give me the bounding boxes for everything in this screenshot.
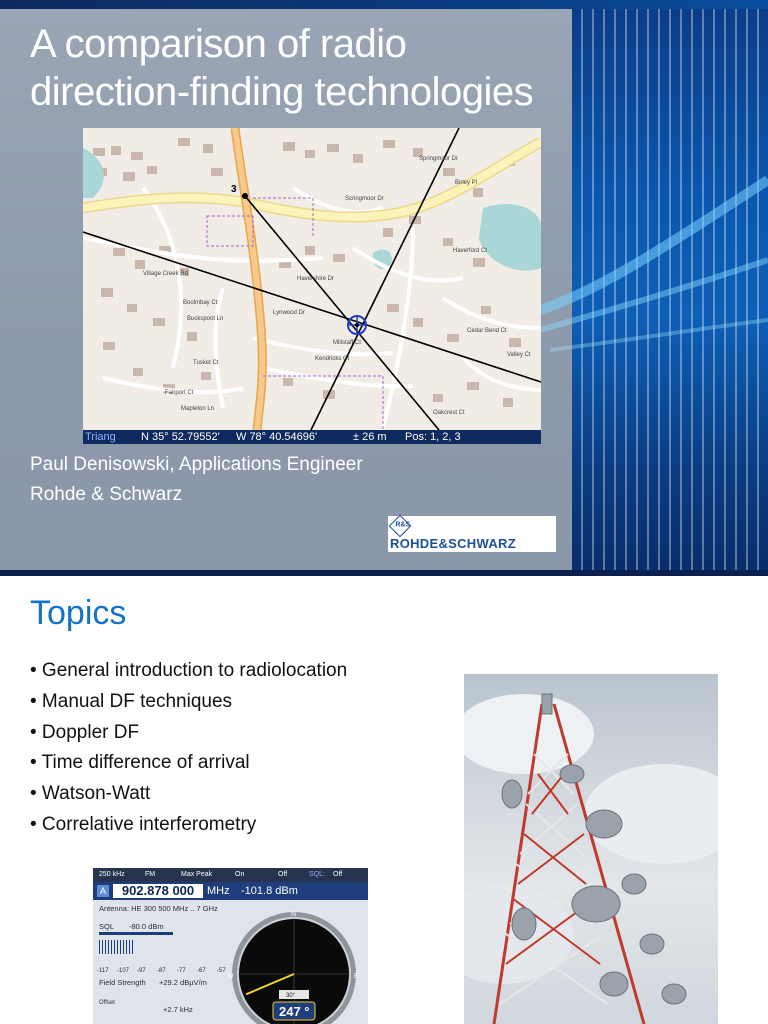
channel-badge: A (97, 885, 109, 897)
logo-mark-icon: R&S (389, 515, 412, 538)
status-mode: Triang (85, 431, 116, 443)
triangulation-map (83, 128, 541, 444)
bearing-readout: 247 ° (279, 1004, 310, 1019)
menu-off: Off (278, 871, 288, 878)
svg-text:Scringmoor Dr: Scringmoor Dr (345, 196, 384, 202)
level-meter (99, 940, 229, 962)
field-strength-label: Field Strength (99, 978, 146, 987)
svg-text:Mapleton Ln: Mapleton Ln (181, 406, 215, 412)
compass-east-label: E (354, 973, 359, 980)
menu-demod: FM (145, 871, 156, 878)
topic-item: • General introduction to radiolocation (30, 660, 348, 681)
menu-sql-label: SQL: (309, 871, 325, 878)
logo-wordmark: ROHDE&SCHWARZ (390, 536, 516, 551)
svg-text:Kendricks Ct: Kendricks Ct (315, 356, 350, 362)
sql-value: -80.0 dBm (129, 922, 164, 931)
svg-text:Boolmbay Ct: Boolmbay Ct (183, 300, 218, 306)
status-accuracy: ± 26 m (353, 431, 387, 443)
title-line-1: A comparison of radio (30, 22, 407, 66)
decorative-light-wave (540, 140, 768, 400)
status-longitude: W 78° 40.54696' (236, 431, 318, 443)
df-receiver-screen: 250 kHz FM Max Peak On Off SQL: Off A 902.878 000 MHz -101.8 dBm Antenna: HE 300 500 MHz .. 7 GHz SQL -80.0 dBm -117 -107 -97 -87 -77 -67 -57 Field Strength +29.2 dBµV/m Offset +2.7 kHz N W E 30° 247 ° (93, 868, 368, 1024)
svg-text:Buckspoot Ln: Buckspoot Ln (187, 316, 224, 322)
svg-text:Havershire Dr: Havershire Dr (297, 276, 335, 282)
svg-text:Springmoor Dr: Springmoor Dr (419, 156, 459, 162)
svg-text:Millstaff Ct: Millstaff Ct (333, 340, 361, 346)
svg-text:Valley Ct: Valley Ct (507, 352, 531, 358)
company: Rohde & Schwarz (30, 484, 183, 505)
svg-text:Birley Pl: Birley Pl (455, 180, 478, 186)
map-status-bar (83, 430, 541, 444)
tower-graphic (464, 674, 718, 1024)
topics-heading: Topics (30, 594, 127, 632)
svg-text:Fairport Ct: Fairport Ct (165, 390, 194, 396)
svg-text:Village Creek Rd: Village Creek Rd (143, 271, 188, 277)
topic-item: • Time difference of arrival (30, 752, 250, 774)
menu-bandwidth: 250 kHz (99, 871, 125, 878)
status-latitude: N 35° 52.79552' (141, 431, 220, 443)
svg-text:Haverford Ct: Haverford Ct (453, 248, 488, 254)
slide-title (30, 20, 570, 116)
topics-list (30, 656, 347, 841)
sql-bar (99, 932, 173, 935)
station-label: 3 (231, 184, 237, 195)
offset-value: +2.7 kHz (163, 1005, 193, 1014)
svg-text:Lynwood Dr: Lynwood Dr (273, 310, 305, 316)
station-3-marker (242, 193, 248, 199)
df-quality: 30° (286, 993, 296, 999)
frequency-readout: 902.878 000 (113, 884, 203, 898)
compass-west-label: W (227, 973, 234, 980)
antenna-tower-photo (464, 674, 718, 1024)
sql-label: SQL (99, 922, 115, 931)
topic-item: • Correlative interferometry (30, 813, 257, 835)
df-compass (227, 908, 361, 1024)
title-line-2: direction-finding technologies (30, 70, 534, 114)
topic-item: • Manual DF techniques (30, 690, 233, 712)
topic-item: • Doppler DF (30, 721, 140, 743)
topics-slide (0, 576, 768, 1024)
top-bar (0, 0, 768, 9)
signal-level: -101.8 dBm (241, 885, 298, 897)
svg-text:Oakcrest Ct: Oakcrest Ct (433, 410, 465, 416)
map-graphic (83, 128, 541, 430)
menu-detector: Max Peak (181, 871, 213, 878)
svg-text:Tusket Ct: Tusket Ct (193, 360, 219, 366)
menu-on: On (235, 871, 245, 878)
svg-text:Cedar Bend Ct: Cedar Bend Ct (467, 328, 507, 334)
menu-sql-value: Off (333, 871, 343, 878)
antenna-info: Antenna: HE 300 500 MHz .. 7 GHz (99, 904, 218, 913)
author: Paul Denisowski, Applications Engineer (30, 454, 363, 475)
target-crosshair-icon (347, 315, 367, 335)
status-positions: Pos: 1, 2, 3 (405, 431, 461, 443)
frequency-unit: MHz (207, 885, 230, 897)
frequency-row (93, 882, 368, 900)
rohde-schwarz-logo (388, 516, 556, 552)
topic-item: • Watson-Watt (30, 783, 151, 805)
offset-label: Offset (99, 1000, 115, 1006)
field-strength-value: +29.2 dBµV/m (159, 978, 207, 987)
compass-north-label: N (291, 911, 297, 918)
receiver-menu-bar (93, 868, 368, 882)
